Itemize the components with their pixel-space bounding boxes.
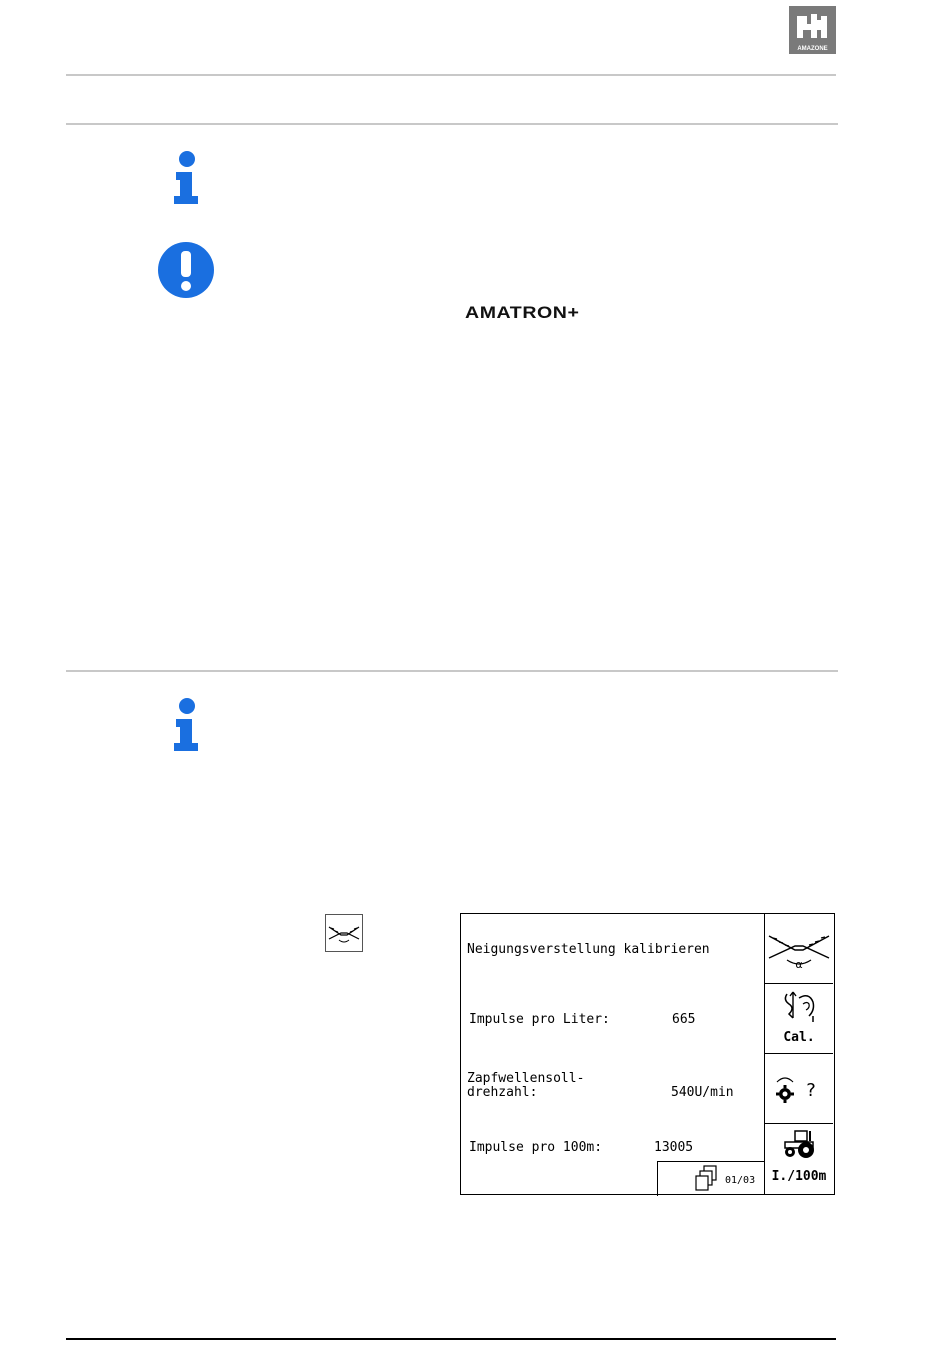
- impulse-liter-value[interactable]: 665: [672, 1012, 696, 1027]
- footer-rule: [66, 1338, 836, 1340]
- svg-text:α: α: [795, 958, 803, 970]
- tilt-adjust-key: [325, 914, 363, 952]
- tilt-adjust-icon: [326, 915, 362, 951]
- softkey-gear-help[interactable]: [765, 1054, 833, 1124]
- tilt-alpha-icon: [767, 928, 831, 970]
- pto-label-line1: Zapfwellensoll-: [467, 1071, 585, 1086]
- info-icon: [172, 150, 202, 206]
- amazone-logo: [789, 6, 836, 54]
- section-rule-2: [66, 670, 838, 672]
- pto-label-line2: drehzahl:: [467, 1085, 538, 1100]
- terminal-screen: [460, 913, 835, 1195]
- logo-text: AMAZONE: [797, 46, 828, 52]
- amatron-wordmark: AMATRON+: [465, 303, 580, 322]
- softkey-label-impulse-100m: I./100m: [771, 1169, 827, 1184]
- softkey-label-cal: Cal.: [783, 1030, 815, 1045]
- pages-icon: [694, 1165, 720, 1193]
- header-rule: [66, 74, 836, 76]
- softkey-calibrate[interactable]: [765, 984, 833, 1054]
- calibrate-flow-icon: [779, 990, 819, 1024]
- tractor-icon: [781, 1128, 817, 1160]
- softkey-tilt-alpha[interactable]: [765, 914, 833, 984]
- impulse-100m-label: Impulse pro 100m:: [469, 1140, 603, 1155]
- pto-value[interactable]: 540U/min: [671, 1085, 734, 1100]
- softkey-impulse-100m[interactable]: [765, 1124, 833, 1194]
- section-rule-1: [66, 123, 838, 125]
- screen-title: Neigungsverstellung kalibrieren: [467, 942, 710, 957]
- gear-help-icon: [775, 1074, 825, 1106]
- svg-text:?: ?: [806, 1080, 816, 1101]
- info-icon: [172, 697, 202, 753]
- page-indicator-box[interactable]: [657, 1161, 765, 1196]
- exclamation-icon: [157, 241, 215, 299]
- impulse-100m-value[interactable]: 13005: [654, 1140, 694, 1155]
- impulse-liter-label: Impulse pro Liter:: [469, 1012, 610, 1027]
- softkey-column: [764, 914, 834, 1194]
- page-indicator: 01/03: [725, 1175, 756, 1186]
- amazone-logo-icon: [789, 6, 836, 54]
